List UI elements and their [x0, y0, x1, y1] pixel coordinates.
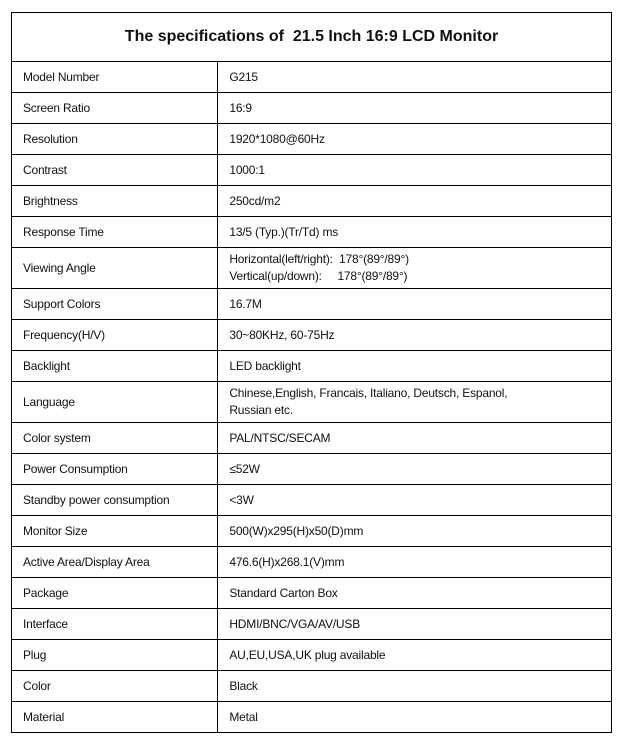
spec-value-line: 16.7M — [229, 296, 262, 311]
spec-value — [218, 289, 612, 320]
table-row — [12, 609, 612, 640]
spec-value-line: Black — [229, 678, 258, 693]
spec-label: Screen Ratio — [12, 93, 218, 124]
table-row — [12, 186, 612, 217]
spec-value-line: 250cd/m2 — [229, 193, 281, 208]
spec-value-line: G215 — [229, 69, 258, 84]
table-row — [12, 702, 612, 733]
table-row — [12, 248, 612, 289]
table-row — [12, 547, 612, 578]
spec-label: Resolution — [12, 124, 218, 155]
spec-value-line: 500(W)x295(H)x50(D)mm — [229, 523, 364, 538]
spec-value — [218, 62, 612, 93]
spec-label: Support Colors — [12, 289, 218, 320]
spec-label: Viewing Angle — [12, 248, 218, 289]
spec-value — [218, 702, 612, 733]
spec-label: Monitor Size — [12, 516, 218, 547]
spec-value-line: HDMI/BNC/VGA/AV/USB — [229, 616, 361, 631]
spec-label: Language — [12, 382, 218, 423]
spec-label: Frequency(H/V) — [12, 320, 218, 351]
spec-value — [218, 454, 612, 485]
spec-value — [218, 351, 612, 382]
spec-value — [218, 578, 612, 609]
table-row — [12, 640, 612, 671]
spec-value-line: 1920*1080@60Hz — [229, 131, 325, 146]
spec-value — [218, 186, 612, 217]
spec-value-line: LED backlight — [229, 358, 301, 373]
spec-value-line: Standard Carton Box — [229, 585, 338, 600]
spec-label: Material — [12, 702, 218, 733]
spec-value — [218, 485, 612, 516]
spec-value — [218, 609, 612, 640]
spec-value-line: 16:9 — [229, 100, 252, 115]
title-row — [12, 13, 612, 62]
spec-label: Package — [12, 578, 218, 609]
spec-value-line: 13/5 (Typ.)(Tr/Td) ms — [229, 224, 339, 239]
spec-value-line: Horizontal(left/right): 178°(89°/89°) — [229, 252, 409, 266]
table-row — [12, 289, 612, 320]
table-row — [12, 516, 612, 547]
spec-value — [218, 320, 612, 351]
spec-label: Contrast — [12, 155, 218, 186]
spec-value — [218, 93, 612, 124]
table-title: The specifications of 21.5 Inch 16:9 LCD Monitor — [12, 13, 612, 62]
table-row — [12, 485, 612, 516]
table-row — [12, 351, 612, 382]
spec-value — [218, 124, 612, 155]
spec-label: Backlight — [12, 351, 218, 382]
table-row — [12, 217, 612, 248]
spec-value-line: Metal — [229, 709, 258, 724]
spec-value — [218, 248, 612, 289]
spec-value-line: Vertical(up/down): 178°(89°/89°) — [229, 269, 408, 283]
spec-value-line: ≤52W — [229, 461, 260, 476]
spec-value-line: 1000:1 — [229, 162, 265, 177]
spec-label: Plug — [12, 640, 218, 671]
table-row — [12, 155, 612, 186]
spec-label: Brightness — [12, 186, 218, 217]
spec-label: Standby power consumption — [12, 485, 218, 516]
spec-label: Color — [12, 671, 218, 702]
spec-value-line: <3W — [229, 492, 254, 507]
spec-label: Color system — [12, 423, 218, 454]
table-row — [12, 423, 612, 454]
spec-value-line: Russian etc. — [229, 403, 293, 417]
spec-label: Power Consumption — [12, 454, 218, 485]
spec-rows — [12, 62, 612, 733]
table-row — [12, 578, 612, 609]
spec-label: Active Area/Display Area — [12, 547, 218, 578]
table-row — [12, 454, 612, 485]
specifications-table — [11, 12, 612, 733]
spec-value — [218, 671, 612, 702]
spec-label: Model Number — [12, 62, 218, 93]
table-row — [12, 124, 612, 155]
spec-value — [218, 516, 612, 547]
spec-value-line: 30~80KHz, 60-75Hz — [229, 327, 335, 342]
table-row — [12, 93, 612, 124]
spec-value — [218, 155, 612, 186]
table-row — [12, 62, 612, 93]
spec-value-line: Chinese,English, Francais, Italiano, Deutsch, Espanol, — [229, 386, 508, 400]
spec-value-line: 476.6(H)x268.1(V)mm — [229, 554, 345, 569]
spec-label: Response Time — [12, 217, 218, 248]
spec-value — [218, 217, 612, 248]
spec-value — [218, 547, 612, 578]
spec-value — [218, 423, 612, 454]
spec-label: Interface — [12, 609, 218, 640]
spec-value-line: PAL/NTSC/SECAM — [229, 430, 331, 445]
spec-value-line: AU,EU,USA,UK plug available — [229, 647, 386, 662]
table-row — [12, 320, 612, 351]
table-row — [12, 382, 612, 423]
table-row — [12, 671, 612, 702]
spec-value — [218, 640, 612, 671]
spec-value — [218, 382, 612, 423]
